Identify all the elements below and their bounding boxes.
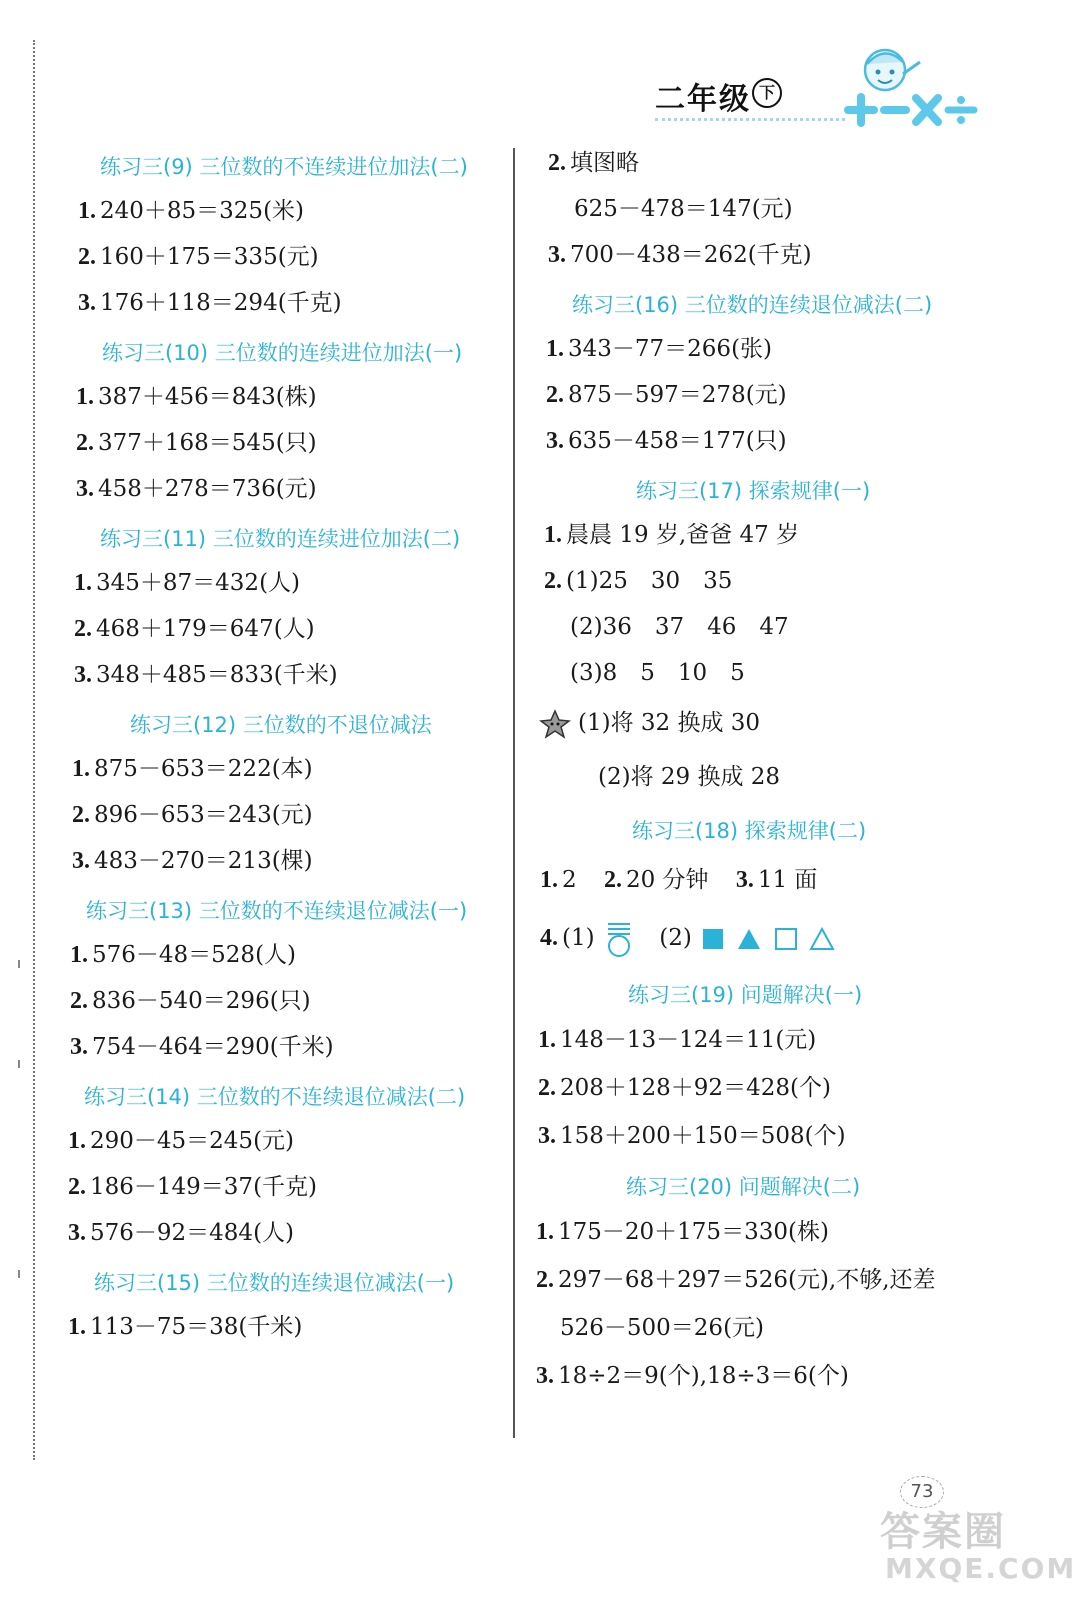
answer-line <box>532 326 972 372</box>
answer-text: 晨晨 19 岁,爸爸 47 岁 <box>566 522 800 548</box>
answer-text: (2)将 29 换成 28 <box>598 764 781 790</box>
outline-triangle-icon <box>809 927 835 951</box>
answer-text: (1) <box>562 925 595 951</box>
answer-text: 635－458＝177(只) <box>568 428 787 454</box>
answer-line <box>62 792 502 838</box>
section-title: 练习三(13) 三位数的不连续退位减法(一) <box>86 899 468 923</box>
lines-over-circle-icon <box>604 920 634 958</box>
item-number: 1. <box>74 570 92 596</box>
item-number: 3. <box>70 1034 88 1060</box>
answer-line <box>62 606 502 652</box>
binding-dotted-line <box>33 40 35 1460</box>
answer-text: 526－500＝26(元) <box>560 1315 765 1341</box>
right-column <box>532 140 972 1400</box>
answer-line <box>62 188 502 234</box>
page-number: 73 <box>900 1476 944 1508</box>
answer-text: 875－653＝222(本) <box>94 756 313 782</box>
answer-line <box>62 746 502 792</box>
answer-line <box>532 1304 972 1352</box>
watermark-url: MXQE.COM <box>885 1552 1077 1585</box>
section-title: 练习三(11) 三位数的连续进位加法(二) <box>100 527 461 551</box>
answer-line <box>532 1112 972 1160</box>
item-number: 2. <box>538 1075 556 1101</box>
section-title: 练习三(12) 三位数的不退位减法 <box>130 713 432 737</box>
item-number: 3. <box>72 848 90 874</box>
answer-text: (1)将 32 换成 30 <box>578 710 761 736</box>
answer-text: 148－13－124＝11(元) <box>560 1027 817 1053</box>
item-number: 3. <box>78 290 96 316</box>
answer-line <box>532 650 972 696</box>
answer-line <box>532 604 972 650</box>
item-number: 2. <box>548 150 566 176</box>
answer-text: 875－597＝278(元) <box>568 382 787 408</box>
item-number: 1. <box>68 1314 86 1340</box>
answer-text: 387＋456＝843(株) <box>98 384 317 410</box>
answer-line <box>532 1352 972 1400</box>
item-number: 3. <box>548 242 566 268</box>
answer-text: 240＋85＝325(米) <box>100 198 305 224</box>
item-number: 1. <box>544 522 562 548</box>
edge-mark <box>18 960 26 968</box>
item-number: 1. <box>78 198 96 224</box>
answer-text: (3)8 5 10 5 <box>570 660 745 686</box>
answer-line <box>532 908 972 968</box>
answer-line <box>532 1016 972 1064</box>
watermark-logo: 答案圈 <box>880 1509 1006 1555</box>
answer-text: 113－75＝38(千米) <box>90 1314 303 1340</box>
item-number: 4. <box>540 925 558 951</box>
answer-line <box>62 1210 502 1256</box>
answer-text: 483－270＝213(棵) <box>94 848 313 874</box>
answer-line <box>62 420 502 466</box>
answer-text: 186－149＝37(千克) <box>90 1174 318 1200</box>
cartoon-boy-math-symbols-icon <box>840 40 980 135</box>
item-number: 3. <box>735 867 754 893</box>
item-number: 3. <box>68 1220 86 1246</box>
column-divider <box>513 148 515 1438</box>
answer-text: 20 分钟 <box>625 867 709 893</box>
answer-line <box>532 750 972 804</box>
edge-mark <box>18 1270 26 1278</box>
item-number: 2. <box>78 244 96 270</box>
item-number: 1. <box>72 756 90 782</box>
answer-line <box>62 932 502 978</box>
answer-line <box>532 696 972 750</box>
star-icon <box>538 709 572 739</box>
item-number: 1. <box>536 1219 554 1245</box>
filled-square-icon <box>701 927 725 951</box>
answer-line <box>62 978 502 1024</box>
answer-text: 345＋87＝432(人) <box>96 570 301 596</box>
item-number: 3. <box>538 1123 556 1149</box>
section-title: 练习三(19) 问题解决(一) <box>628 983 863 1007</box>
item-number: 2. <box>68 1174 86 1200</box>
section-title: 练习三(16) 三位数的连续退位减法(二) <box>572 293 933 317</box>
item-number: 2. <box>544 568 562 594</box>
answer-line <box>62 1164 502 1210</box>
answer-text: 343－77＝266(张) <box>568 336 773 362</box>
section-title: 练习三(20) 问题解决(二) <box>626 1175 861 1199</box>
answer-text: 700－438＝262(千克) <box>570 242 812 268</box>
section-title: 练习三(18) 探索规律(二) <box>632 819 867 843</box>
answer-text: 625－478＝147(元) <box>574 196 793 222</box>
answer-line <box>532 140 972 186</box>
answer-text: 176＋118＝294(千克) <box>100 290 342 316</box>
answer-text: 290－45＝245(元) <box>90 1128 295 1154</box>
answer-text: 348＋485＝833(千米) <box>96 662 338 688</box>
answer-line <box>532 1208 972 1256</box>
item-number: 3. <box>76 476 94 502</box>
item-number: 1. <box>538 1027 556 1053</box>
answer-line <box>62 838 502 884</box>
answer-text: (2) <box>659 925 692 951</box>
item-number: 1. <box>540 867 558 893</box>
answer-text: 11 面 <box>757 867 818 893</box>
answer-text: 填图略 <box>570 150 639 176</box>
answer-line <box>62 652 502 698</box>
answer-text: 2 <box>562 867 577 893</box>
answer-line <box>532 1256 972 1304</box>
section-title: 练习三(15) 三位数的连续退位减法(一) <box>94 1271 455 1295</box>
section-title: 练习三(9) 三位数的不连续进位加法(二) <box>100 155 468 179</box>
grade-title: 二年级 <box>655 82 751 117</box>
answer-text: 468＋179＝647(人) <box>96 616 315 642</box>
item-number: 1. <box>546 336 564 362</box>
item-number: 3. <box>546 428 564 454</box>
answer-line <box>532 418 972 464</box>
section-title: 练习三(14) 三位数的不连续退位减法(二) <box>84 1085 466 1109</box>
answer-text: 576－92＝484(人) <box>90 1220 295 1246</box>
answer-text: 208＋128＋92＝428(个) <box>560 1075 831 1101</box>
answer-line <box>62 560 502 606</box>
edge-mark <box>18 1060 26 1068</box>
answer-line <box>532 232 972 278</box>
item-number: 2. <box>70 988 88 1014</box>
term-badge: 下 <box>752 78 782 108</box>
answer-line <box>532 512 972 558</box>
left-column <box>62 140 502 1350</box>
answer-line <box>62 234 502 280</box>
answer-text: (2)36 37 46 47 <box>570 614 789 640</box>
answer-line <box>62 374 502 420</box>
answer-line <box>62 280 502 326</box>
answer-text: 754－464＝290(千米) <box>92 1034 334 1060</box>
answer-text: (1)25 30 35 <box>566 568 733 594</box>
answer-text: 576－48＝528(人) <box>92 942 297 968</box>
answer-text: 836－540＝296(只) <box>92 988 311 1014</box>
filled-triangle-icon <box>736 927 762 951</box>
answer-text: 160＋175＝335(元) <box>100 244 319 270</box>
item-number: 3. <box>536 1363 554 1389</box>
item-number: 2. <box>72 802 90 828</box>
answer-line <box>532 852 972 908</box>
answer-line <box>532 1064 972 1112</box>
answer-text: 297－68＋297＝526(元),不够,还差 <box>558 1267 936 1293</box>
item-number: 2. <box>546 382 564 408</box>
item-number: 2. <box>74 616 92 642</box>
section-title: 练习三(17) 探索规律(一) <box>636 479 871 503</box>
item-number: 1. <box>68 1128 86 1154</box>
header-dotted-rule <box>655 118 845 121</box>
answer-text: 458＋278＝736(元) <box>98 476 317 502</box>
item-number: 1. <box>76 384 94 410</box>
item-number: 2. <box>76 430 94 456</box>
section-title: 练习三(10) 三位数的连续进位加法(一) <box>102 341 463 365</box>
answer-text: 175－20＋175＝330(株) <box>558 1219 829 1245</box>
answer-text: 896－653＝243(元) <box>94 802 313 828</box>
answer-line <box>532 558 972 604</box>
answer-text: 18÷2＝9(个),18÷3＝6(个) <box>558 1363 849 1389</box>
answer-text: 377＋168＝545(只) <box>98 430 317 456</box>
answer-line <box>532 186 972 232</box>
answer-line <box>62 1024 502 1070</box>
item-number: 3. <box>74 662 92 688</box>
item-number: 2. <box>536 1267 554 1293</box>
answer-line <box>532 372 972 418</box>
answer-line <box>62 1304 502 1350</box>
answer-line <box>62 466 502 512</box>
answer-line <box>62 1118 502 1164</box>
item-number: 2. <box>603 867 622 893</box>
outline-square-icon <box>774 927 798 951</box>
answer-text: 158＋200＋150＝508(个) <box>560 1123 846 1149</box>
item-number: 1. <box>70 942 88 968</box>
